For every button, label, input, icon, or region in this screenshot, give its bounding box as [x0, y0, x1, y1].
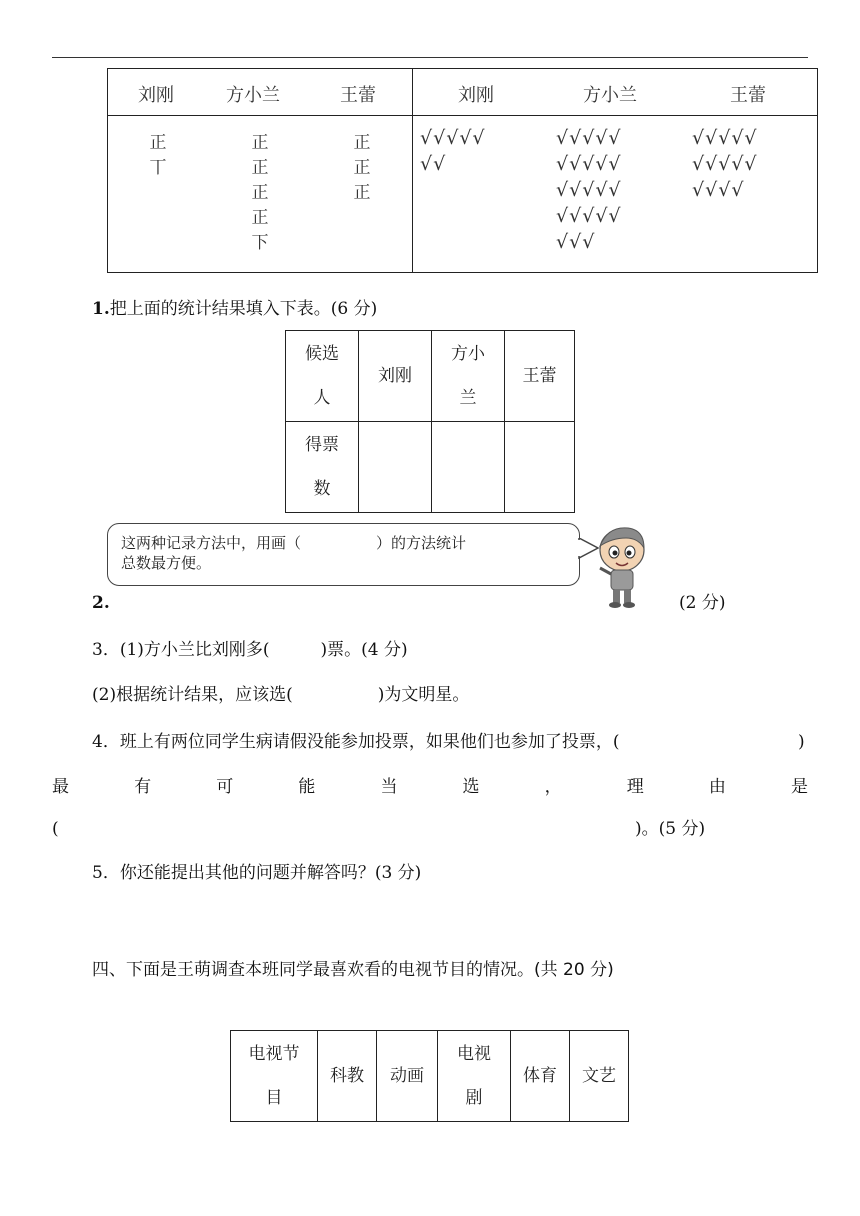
tally-mark: 正: [251, 208, 269, 228]
ticks-wanglei: [692, 125, 758, 203]
tick-row: √√√√√: [556, 127, 622, 149]
question-2-number: [92, 592, 110, 614]
header-fangxiaolan-line1: 方小: [451, 344, 485, 364]
tally-wanglei: [350, 131, 374, 206]
header-tv-drama-line1: 电视: [457, 1044, 491, 1064]
tally-mark: 丅: [149, 158, 167, 178]
header-fangxiaolan: [432, 331, 505, 422]
top-rule: [52, 57, 808, 58]
header-tv-drama: [438, 1031, 511, 1122]
header-liugang: 刘刚: [359, 331, 432, 422]
question-1-text: 把上面的统计结果填入下表。(6 分): [109, 299, 378, 319]
tick-row: √√√√√: [420, 127, 486, 149]
bubble-line-2: 总数最方便。: [121, 554, 212, 572]
section-4-title: 四、下面是王萌调查本班同学最喜欢看的电视节目的情况。(共 20 分): [92, 960, 614, 980]
tick-header-fangxiaolan: 方小兰: [583, 85, 637, 106]
header-science: 科教: [318, 1031, 377, 1122]
votes-wanglei-cell[interactable]: [505, 422, 575, 513]
tally-header-fangxiaolan: 方小兰: [226, 85, 280, 106]
header-tv-drama-line2: 剧: [465, 1088, 483, 1108]
header-candidate-line1: 候选: [305, 344, 339, 364]
question-1: [92, 298, 377, 320]
tally-mark: 正: [251, 133, 269, 153]
tick-row: √√√√√: [692, 153, 758, 175]
question-4-line-3-close: )。(5 分): [635, 819, 706, 839]
figure-header-rule: [108, 115, 817, 116]
header-wanglei: 王蕾: [505, 331, 575, 422]
q4-char: 能: [298, 777, 316, 797]
label-votes-line2: 数: [313, 479, 331, 499]
question-4-line-3-open: (: [52, 819, 59, 839]
cartoon-child-illustration: [578, 524, 664, 610]
tick-row: √√√√√: [692, 127, 758, 149]
q4-char: 理: [626, 777, 644, 797]
question-5: 5．你还能提出其他的问题并解答吗？(3 分): [92, 863, 422, 883]
tally-mark: 正: [353, 133, 371, 153]
q4-char: 选: [462, 777, 480, 797]
tally-liugang: [146, 131, 170, 181]
tick-row: √√: [420, 153, 447, 175]
label-votes-line1: 得票: [305, 435, 339, 455]
tally-header-liugang: 刘刚: [138, 85, 174, 106]
header-candidate-line2: 人: [313, 388, 331, 408]
tick-header-wanglei: 王蕾: [730, 85, 766, 106]
vote-count-table: [285, 330, 575, 513]
q4-char: 由: [708, 777, 726, 797]
question-4-line-1: 4．班上有两位同学生病请假没能参加投票，如果他们也参加了投票，(: [92, 732, 620, 752]
tick-row: √√√√: [692, 179, 745, 201]
label-votes: [286, 422, 359, 513]
figure-divider: [412, 69, 413, 272]
q4-char: 可: [216, 777, 234, 797]
header-tv-program-line1: 电视节: [248, 1044, 300, 1064]
tally-mark: 正: [251, 183, 269, 203]
vote-record-figure: [107, 68, 818, 273]
header-tv-program: [231, 1031, 318, 1122]
header-sports: 体育: [511, 1031, 570, 1122]
header-tv-program-line2: 目: [265, 1088, 283, 1108]
tick-row: √√√√√: [556, 179, 622, 201]
q4-char: 是: [790, 777, 808, 797]
tick-row: √√√√√: [556, 205, 622, 227]
header-fangxiaolan-line2: 兰: [459, 388, 477, 408]
tally-fangxiaolan: [248, 131, 272, 256]
q4-char: 当: [380, 777, 398, 797]
question-1-number: 1.: [92, 299, 110, 319]
q4-char: 最: [52, 777, 69, 797]
question-2-score: (2 分): [679, 593, 726, 613]
question-2-number-text: 2.: [92, 593, 110, 613]
tick-header-liugang: 刘刚: [458, 85, 494, 106]
tick-row: √√√√√: [556, 153, 622, 175]
question-4-line-2: [52, 772, 808, 797]
votes-liugang-cell[interactable]: [359, 422, 432, 513]
tally-mark: 正: [149, 133, 167, 153]
tally-mark: 正: [353, 183, 371, 203]
header-arts: 文艺: [570, 1031, 629, 1122]
tv-program-table: [230, 1030, 629, 1122]
header-candidate: [286, 331, 359, 422]
q4-char: ，: [544, 777, 562, 797]
tally-header-wanglei: 王蕾: [340, 85, 376, 106]
tally-mark: 正: [353, 158, 371, 178]
tick-row: √√√: [556, 231, 596, 253]
q4-char: 有: [134, 777, 152, 797]
question-4-line-1-close: ): [798, 732, 805, 752]
question-3-part-1: 3．(1)方小兰比刘刚多( )票。(4 分): [92, 640, 408, 660]
speech-bubble-text: [121, 533, 466, 573]
question-3-part-2: (2)根据统计结果，应该选( )为文明星。: [92, 685, 470, 705]
header-animation: 动画: [377, 1031, 438, 1122]
tally-mark: 下: [251, 233, 269, 253]
ticks-liugang: [420, 125, 486, 177]
bubble-line-1: 这两种记录方法中，用画（ ）的方法统计: [121, 534, 467, 552]
tally-mark: 正: [251, 158, 269, 178]
votes-fangxiaolan-cell[interactable]: [432, 422, 505, 513]
ticks-fangxiaolan: [556, 125, 622, 255]
